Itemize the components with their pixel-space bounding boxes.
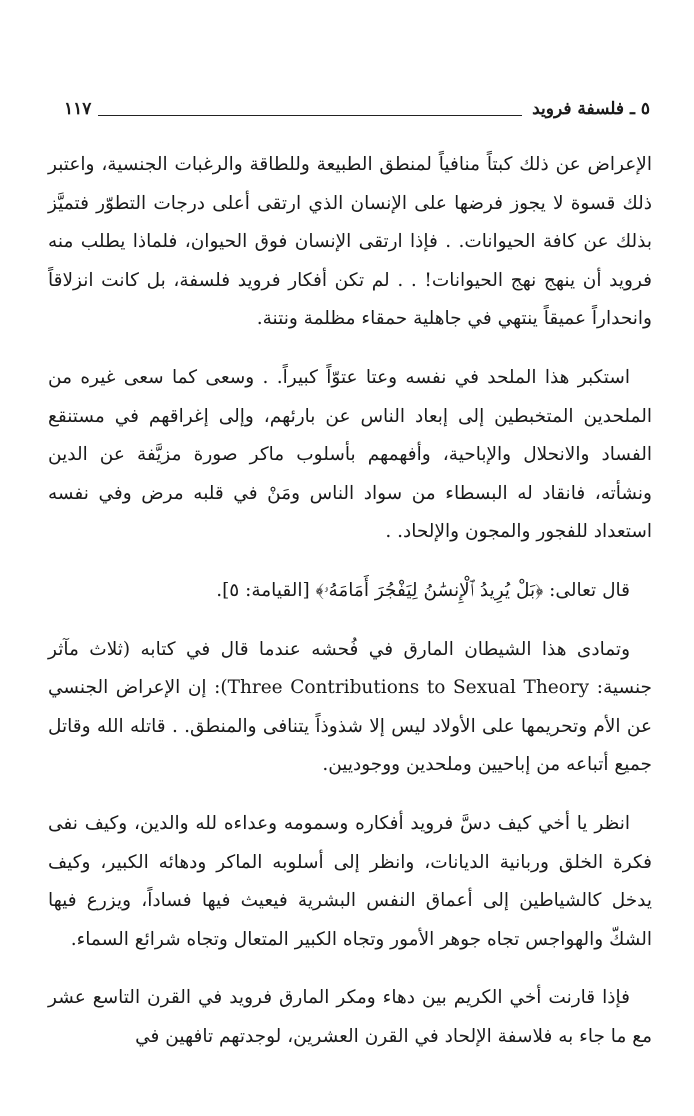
running-header: [64, 96, 650, 122]
paragraph-4-text-after: ): إن الإعراض الجنسي عن الأم وتحريمها على الأولاد ليس إلا شذوذاً يتنافى والمنطق. . قاتله الله وقاتل جميع أتباعه من إباحيين وملحدين ووجوديين.: [48, 677, 652, 776]
header-rule: [98, 115, 522, 116]
page-number: ١١٧: [64, 99, 92, 119]
english-book-title: Three Contributions to Sexual Theory: [227, 677, 590, 699]
paragraph-4: [48, 631, 652, 785]
paragraph-4-text-before: وتمادى هذا الشيطان المارق في فُحشه عندما قال في كتابه (ثلاث مآثر جنسية:: [48, 638, 652, 699]
chapter-title: ٥ ـ فلسفة فرويد: [532, 99, 650, 119]
quran-verse-paragraph: قال تعالى: ﴿بَلْ يُرِيدُ ٱلْإِنسَٰنُ لِيَفْجُرَ أَمَامَهُۥ﴾ [القيامة: ٥].: [216, 579, 630, 601]
paragraph-5: انظر يا أخي كيف دسَّ فرويد أفكاره وسمومه وعداءه لله والدين، وكيف نفى فكرة الخلق وربانية الديانات، وانظر إلى أسلوبه الماكر ودهائه الكبير، وكيف يدخل كالشياطين إلى أعماق النفس البشرية فيعيث فيها فساداً، ويزرع فيها الشكّ والهواجس تجاه جوهر الأمور وتجاه الكبير المتعال وتجاه شرائع السماء.: [48, 812, 652, 950]
paragraph-2: استكبر هذا الملحد في نفسه وعتا عتوّاً كبيراً. . وسعى كما سعى غيره من الملحدين المتخبطين إلى إبعاد الناس عن بارئهم، وإلى إغراقهم في مستنقع الفساد والانحلال والإباحية، وأفهمهم بأسلوب ماكر صورة مزيَّفة عن الدين ونشأته، فانقاد له البسطاء من سواد الناس ومَنْ في قلبه مرض وفي نفسه استعداد للفجور والمجون والإلحاد. .: [48, 366, 652, 543]
paragraph-1: الإعراض عن ذلك كبتاً منافياً لمنطق الطبيعة وللطاقة والرغبات الجنسية، واعتبر ذلك قسوة لا يجوز فرضها على الإنسان الذي ارتقى أعلى درجات التطوّر فتميَّز بذلك عن كافة الحيوانات. . فإذا ارتقى الإنسان فوق الحيوان، فلماذا يطلب منه فرويد أن ينهج نهج الحيوانات! . . لم تكن أفكار فرويد فلسفة، بل كانت انزلاقاً وانحداراً عميقاً ينتهي في جاهلية حمقاء مظلمة ونتنة.: [48, 154, 652, 330]
paragraph-6: فإذا قارنت أخي الكريم بين دهاء ومكر المارق فرويد في القرن التاسع عشر مع ما جاء به فلاسفة الإلحاد في القرن العشرين، لوجدتهم تافهين في: [48, 987, 652, 1047]
page-body: [48, 146, 652, 1076]
